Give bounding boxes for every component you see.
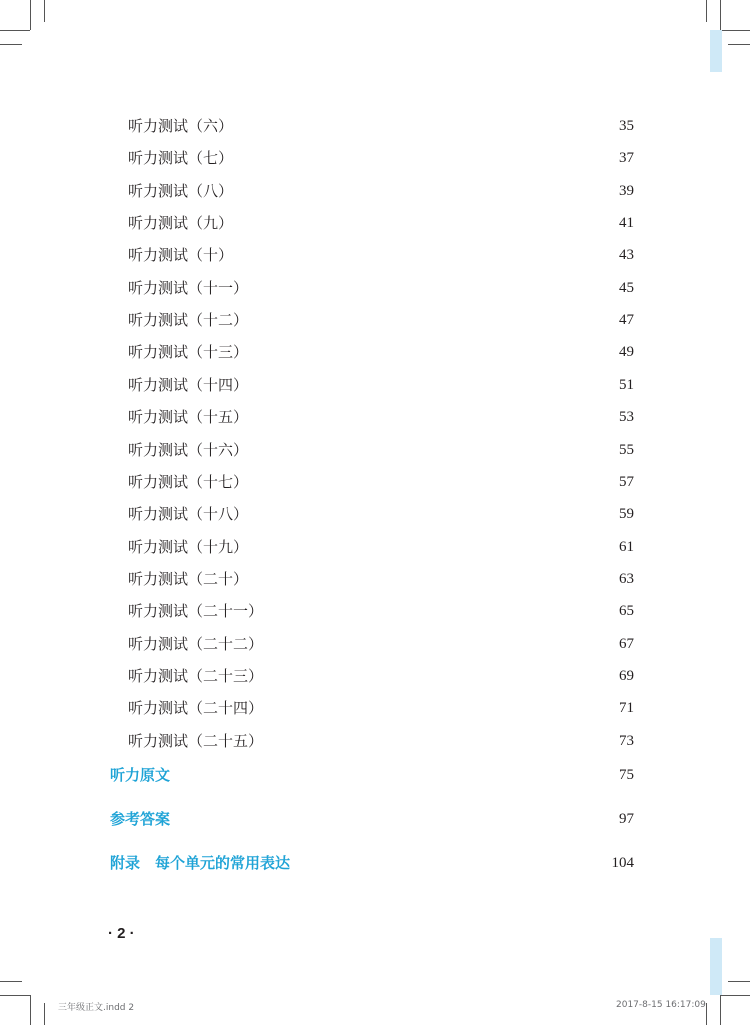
toc-entry[interactable] — [128, 536, 634, 558]
side-color-tab — [710, 938, 722, 995]
toc-section-page: 97 — [619, 811, 634, 827]
dot-leader — [290, 852, 609, 874]
toc-entry[interactable] — [128, 309, 634, 331]
toc-entry[interactable] — [128, 697, 634, 719]
toc-entry-page: 67 — [619, 635, 634, 652]
toc-entry[interactable] — [128, 568, 634, 590]
crop-mark — [44, 0, 45, 22]
toc-entry-title: 听力测试（二十五） — [128, 731, 264, 750]
crop-mark — [30, 0, 31, 30]
toc-entry-page: 73 — [619, 732, 634, 749]
toc-entry-page: 41 — [619, 215, 634, 232]
crop-mark — [44, 1003, 45, 1025]
toc-entry-page: 65 — [619, 603, 634, 620]
toc-entry-page: 45 — [619, 279, 634, 296]
toc-section-title: 附录 每个单元的常用表达 — [110, 854, 291, 872]
toc-entry-page: 57 — [619, 473, 634, 490]
crop-mark — [728, 44, 750, 45]
toc-entry-title: 听力测试（八） — [128, 181, 234, 200]
dot-leader — [260, 147, 617, 169]
crop-mark — [720, 995, 750, 996]
toc-entry-page: 59 — [619, 506, 634, 523]
side-color-tab — [710, 30, 722, 72]
crop-mark — [30, 995, 31, 1025]
toc-entry[interactable] — [128, 341, 634, 363]
toc-entry-title: 听力测试（十九） — [128, 537, 249, 556]
toc-entry-title: 听力测试（十四） — [128, 375, 249, 394]
toc-entry[interactable] — [128, 406, 634, 428]
toc-entry-page: 55 — [619, 441, 634, 458]
toc-entry[interactable] — [128, 439, 634, 461]
crop-mark — [706, 1003, 707, 1025]
toc-entry-title: 听力测试（十六） — [128, 440, 249, 459]
toc-entry[interactable] — [128, 147, 634, 169]
dot-leader — [260, 115, 617, 137]
dot-leader — [296, 730, 617, 752]
toc-entry-title: 听力测试（七） — [128, 149, 234, 168]
toc-entry-title: 听力测试（十七） — [128, 472, 249, 491]
toc-entry[interactable] — [128, 374, 634, 396]
toc-entry-title: 听力测试（十二） — [128, 311, 249, 330]
dot-leader — [260, 180, 617, 202]
toc-entry[interactable] — [128, 180, 634, 202]
toc-entry-page: 69 — [619, 667, 634, 684]
toc-section-title: 听力原文 — [110, 766, 171, 784]
toc-section-page: 104 — [611, 855, 634, 871]
toc-entry[interactable] — [128, 503, 634, 525]
crop-mark — [0, 30, 30, 31]
dot-leader — [296, 600, 617, 622]
crop-mark — [0, 995, 30, 996]
toc-section-title: 参考答案 — [110, 810, 171, 828]
toc-section-page: 75 — [619, 767, 634, 783]
slug-datetime: 2017-8-15 16:17:09 — [616, 1000, 706, 1010]
toc-entry-title: 听力测试（十三） — [128, 343, 249, 362]
toc-entry[interactable] — [128, 665, 634, 687]
toc-entry-page: 71 — [619, 700, 634, 717]
toc-entry-title: 听力测试（二十二） — [128, 634, 264, 653]
crop-mark — [706, 0, 707, 22]
toc-entry-title: 听力测试（六） — [128, 117, 234, 135]
toc-entry-page: 63 — [619, 570, 634, 587]
toc-entry-title: 听力测试（十五） — [128, 408, 249, 427]
dot-leader — [278, 568, 617, 590]
dot-leader — [296, 665, 617, 687]
toc-section-entry[interactable] — [110, 764, 634, 786]
dot-leader — [260, 212, 617, 234]
dot-leader — [278, 277, 617, 299]
toc-entry-page: 47 — [619, 312, 634, 329]
toc-entry-page: 35 — [619, 118, 634, 134]
dot-leader — [296, 633, 617, 655]
page-number: · 2 · — [108, 925, 135, 942]
dot-leader — [278, 406, 617, 428]
dot-leader — [278, 536, 617, 558]
crop-mark — [0, 44, 22, 45]
toc-section-entry[interactable] — [110, 808, 634, 830]
dot-leader — [278, 503, 617, 525]
toc-entry-page: 39 — [619, 182, 634, 199]
toc-entry-title: 听力测试（二十四） — [128, 699, 264, 718]
toc-entry-page: 61 — [619, 538, 634, 555]
dot-leader — [278, 439, 617, 461]
dot-leader — [296, 697, 617, 719]
toc-entry-title: 听力测试（二十一） — [128, 602, 264, 621]
dot-leader — [170, 808, 617, 830]
dot-leader — [278, 341, 617, 363]
toc-entry-page: 49 — [619, 344, 634, 361]
dot-leader — [278, 471, 617, 493]
dot-leader — [278, 374, 617, 396]
crop-mark — [720, 0, 721, 30]
toc-entry[interactable] — [128, 115, 634, 137]
toc-entry-page: 51 — [619, 376, 634, 393]
toc-entry-page: 53 — [619, 409, 634, 426]
crop-mark — [720, 30, 750, 31]
crop-mark — [720, 995, 721, 1025]
toc-entry-title: 听力测试（二十三） — [128, 666, 264, 685]
toc-entry[interactable] — [128, 471, 634, 493]
toc-entry-title: 听力测试（十） — [128, 246, 234, 265]
toc-entry-title: 听力测试（二十） — [128, 569, 249, 588]
toc-entry[interactable] — [128, 277, 634, 299]
toc-entry-title: 听力测试（九） — [128, 214, 234, 233]
toc-entry[interactable] — [128, 600, 634, 622]
dot-leader — [278, 309, 617, 331]
toc-entry-page: 43 — [619, 247, 634, 264]
slug-filename: 三年级正文.indd 2 — [58, 1003, 135, 1013]
toc-entry[interactable] — [128, 633, 634, 655]
toc-entry[interactable] — [128, 730, 634, 752]
dot-leader — [170, 764, 617, 786]
crop-mark — [728, 981, 750, 982]
crop-mark — [0, 981, 22, 982]
toc-section-entry[interactable] — [110, 852, 634, 874]
toc-entry[interactable] — [128, 212, 634, 234]
toc-entry-title: 听力测试（十八） — [128, 505, 249, 524]
toc-entry-title: 听力测试（十一） — [128, 278, 249, 297]
toc-entry[interactable] — [128, 244, 634, 266]
dot-leader — [260, 244, 617, 266]
toc-entry-page: 37 — [619, 150, 634, 167]
